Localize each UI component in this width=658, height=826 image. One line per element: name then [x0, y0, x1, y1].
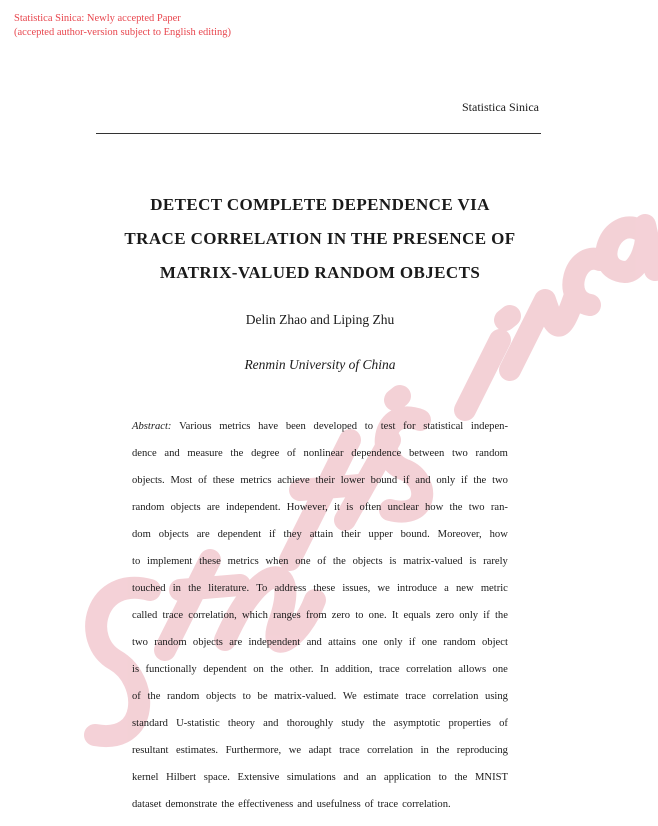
abstract-line: standard U-statistic theory and thoroughly study the asymptotic properties of — [132, 718, 508, 729]
abstract — [132, 413, 508, 818]
notice-line-2: (accepted author-version subject to English editing) — [14, 27, 232, 38]
title-line: MATRIX-VALUED RANDOM OBJECTS — [159, 263, 481, 282]
notice-line-1: Statistica Sinica: Newly accepted Paper — [14, 13, 181, 24]
title-line: DETECT COMPLETE DEPENDENCE VIA — [150, 195, 490, 214]
abstract-line: Abstract: Various metrics have been developed to test for statistical indepen- — [132, 413, 508, 440]
paper-title — [60, 188, 580, 290]
affiliation: Renmin University of China — [244, 357, 396, 372]
header-rule — [96, 133, 541, 134]
abstract-line: resultant estimates. Furthermore, we adapt trace correlation in the reproducing — [132, 745, 508, 756]
abstract-line: called trace correlation, which ranges from zero to one. It equals zero only if the — [132, 610, 508, 621]
abstract-line: touched in the literature. To address these issues, we introduce a new metric — [132, 583, 508, 594]
accepted-paper-notice — [14, 12, 231, 40]
abstract-label: Abstract: — [132, 421, 172, 432]
abstract-line: random objects are independent. However, it is often unclear how the two ran- — [132, 502, 508, 513]
abstract-line: dence and measure the degree of nonlinear dependence between two random — [132, 448, 508, 459]
abstract-line: two random objects are independent and attains one only if one random object — [132, 637, 508, 648]
abstract-line: kernel Hilbert space. Extensive simulations and an application to the MNIST — [132, 772, 508, 783]
abstract-line: of the random objects to be matrix-valued. We estimate trace correlation using — [132, 691, 508, 702]
abstract-line: to implement these metrics when one of the objects is matrix-valued is rarely — [132, 556, 508, 567]
abstract-line: is functionally dependent on the other. In addition, trace correlation allows one — [132, 664, 508, 675]
abstract-line: dataset demonstrate the effectiveness and usefulness of trace correlation. — [132, 799, 451, 810]
journal-running-head: Statistica Sinica — [462, 100, 539, 114]
abstract-line: objects. Most of these metrics achieve their lower bound if and only if the two — [132, 475, 508, 486]
abstract-line: dom objects are dependent if they attain their upper bound. Moreover, how — [132, 529, 508, 540]
title-line: TRACE CORRELATION IN THE PRESENCE OF — [124, 229, 516, 248]
authors: Delin Zhao and Liping Zhu — [245, 312, 395, 327]
